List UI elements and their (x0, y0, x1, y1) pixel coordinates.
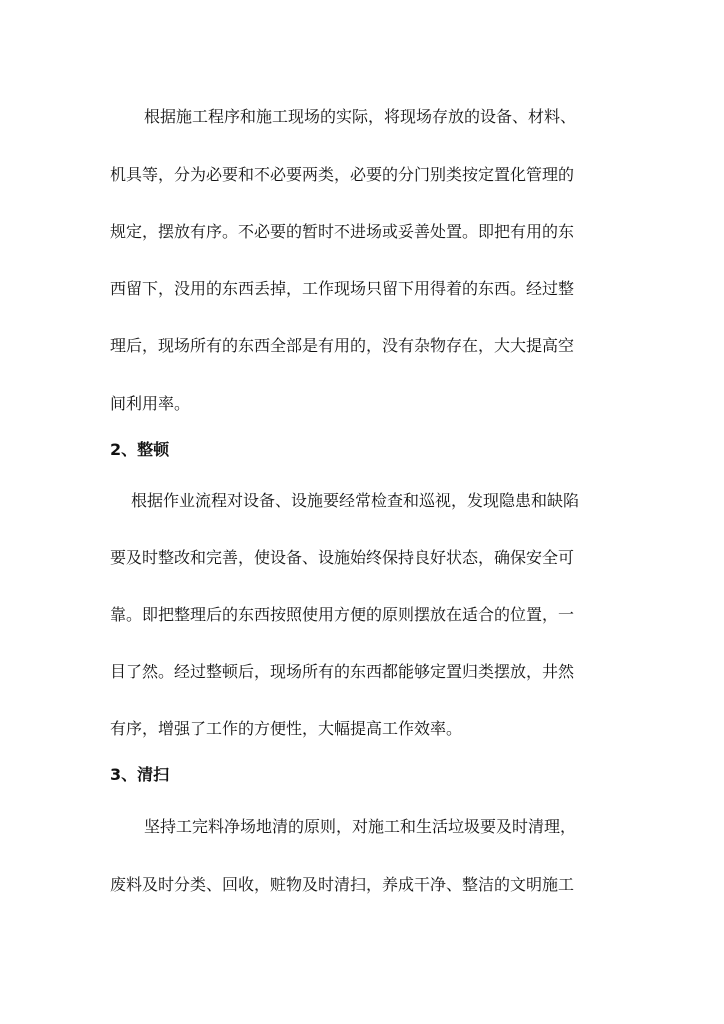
paragraph-1-line-4: 西留下，没用的东西丢掉，工作现场只留下用得着的东西。经过整 (110, 279, 575, 298)
paragraph-3-line-2: 废料及时分类、回收，赃物及时清扫，养成干净、整洁的文明施工 (110, 875, 575, 894)
section-heading-2: 2、整顿 (110, 440, 170, 459)
paragraph-3-line-1: 坚持工完料净场地清的原则，对施工和生活垃圾要及时清理， (144, 817, 577, 836)
paragraph-2-line-1: 根据作业流程对设备、设施要经常检查和巡视，发现隐患和缺陷 (131, 491, 580, 510)
paragraph-2-line-5: 有序，增强了工作的方便性，大幅提高工作效率。 (110, 719, 463, 738)
paragraph-2-line-4: 目了然。经过整顿后，现场所有的东西都能够定置归类摆放，井然 (110, 662, 575, 681)
paragraph-1-line-6: 间利用率。 (110, 394, 191, 413)
paragraph-1-line-1: 根据施工程序和施工现场的实际，将现场存放的设备、材料、 (144, 107, 577, 126)
paragraph-1-line-2: 机具等，分为必要和不必要两类，必要的分门别类按定置化管理的 (110, 165, 575, 184)
paragraph-2-line-3: 靠。即把整理后的东西按照使用方便的原则摆放在适合的位置，一 (110, 605, 575, 624)
paragraph-2-line-2: 要及时整改和完善，使设备、设施始终保持良好状态，确保安全可 (110, 548, 575, 567)
paragraph-1-line-3: 规定，摆放有序。不必要的暂时不进场或妥善处置。即把有用的东 (110, 222, 575, 241)
paragraph-1-line-5: 理后，现场所有的东西全部是有用的，没有杂物存在，大大提高空 (110, 336, 575, 355)
section-heading-3: 3、清扫 (110, 765, 170, 784)
